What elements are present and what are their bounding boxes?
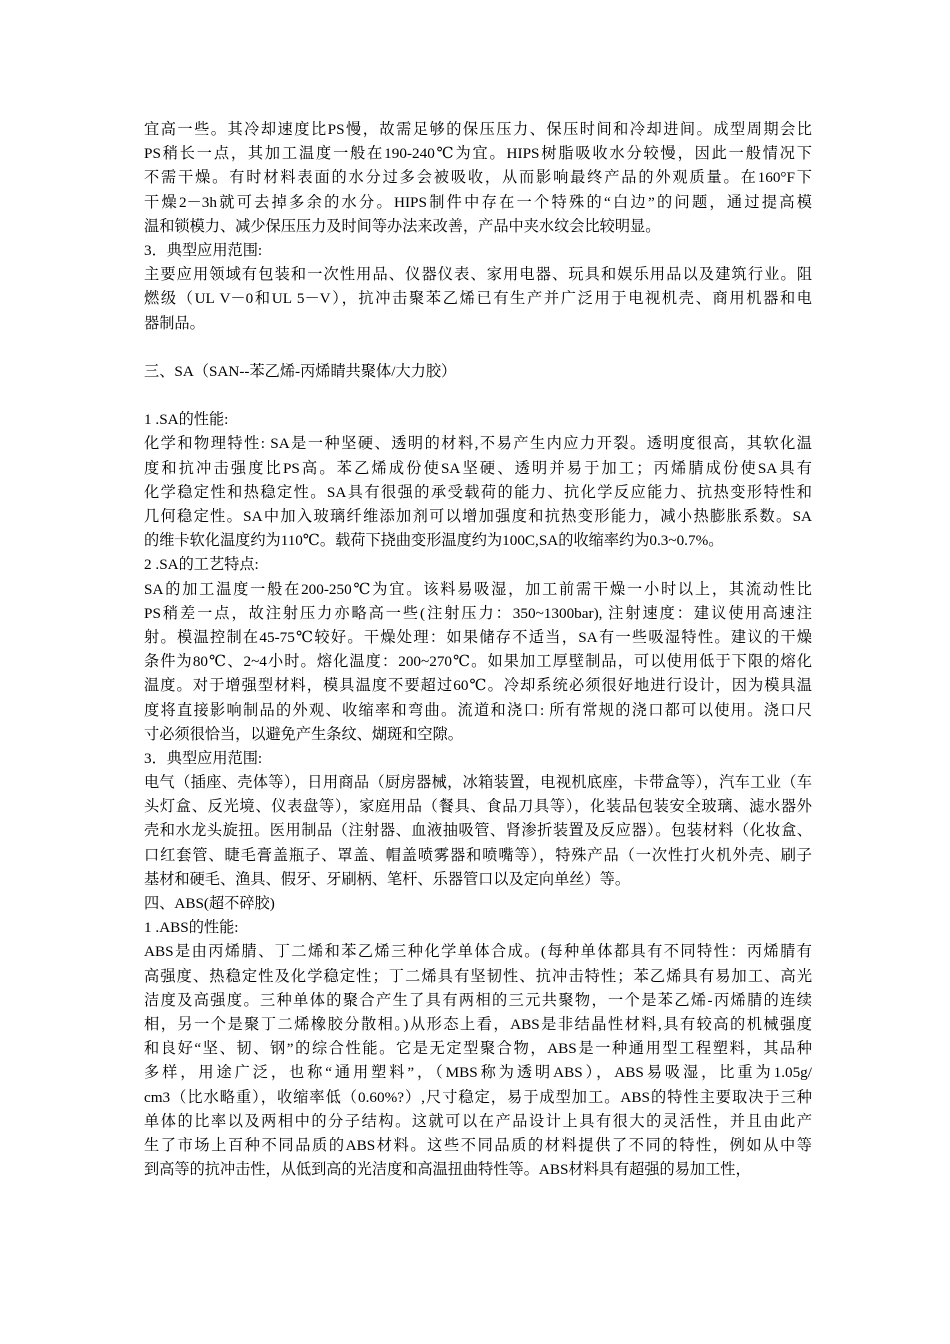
text-line: 多样，用途广泛，也称“通用塑料”，（MBS称为透明ABS），ABS易吸湿，比重为1.05g/: [144, 1064, 812, 1082]
text-line: 3．典型应用范围:: [144, 749, 263, 767]
paragraph: [144, 239, 812, 263]
text-line: 射。模温控制在45-75℃较好。干燥处理：如果储存不适当，SA有一些吸湿特性。建议的干燥: [144, 628, 812, 646]
text-line: 温和锁模力、减少保压压力及时间等办法来改善，产品中夹水纹会比较明显。: [144, 217, 661, 235]
text-line: 化学稳定性和热稳定性。SA具有很强的承受载荷的能力、抗化学反应能力、抗热变形特性和: [144, 483, 812, 501]
text-line: 几何稳定性。SA中加入玻璃纤维添加剂可以增加强度和抗热变形能力，减小热膨胀系数。SA: [144, 508, 812, 525]
paragraph: [144, 432, 812, 553]
paragraph: [144, 892, 812, 916]
text-line: cm3（比水略重），收缩率低（0.60%?）,尺寸稳定，易于成型加工。ABS的特性主要取决于三种: [144, 1088, 812, 1106]
text-line: PS稍差一点，故注射压力亦略高一些(注射压力：350~1300bar), 注射速度：建议使用高速注: [144, 604, 812, 622]
text-line: 相，另一个是聚丁二烯橡胶分散相。)从形态上看，ABS是非结晶性材料,具有较高的机械强度: [144, 1015, 812, 1033]
text-line: 干燥2－3h就可去掉多余的水分。HIPS制件中存在一个特殊的“白边”的问题，通过提高模: [144, 193, 812, 211]
text-line: 单体的比率以及两相中的分子结构。这就可以在产品设计上具有很大的灵活性，并且由此产: [144, 1112, 812, 1130]
paragraph: [144, 553, 812, 577]
text-line: 电气（插座、壳体等），日用商品（厨房器械，冰箱装置，电视机底座，卡带盒等），汽车工业（车: [144, 774, 812, 792]
text-line: 头灯盒、反光境、仪表盘等），家庭用品（餐具、食品刀具等），化装品包装安全玻璃、滤水器外: [144, 798, 812, 816]
document-page: [144, 118, 812, 1182]
text-line: 壳和水龙头旋扭。医用制品（注射器、血液抽吸管、肾渗折装置及反应器）。包装材料（化妆盒、: [144, 822, 812, 840]
text-line: 1 .SA的性能:: [144, 411, 229, 429]
text-line: 基材和硬毛、渔具、假牙、牙刷柄、笔杆、乐器管口以及定向单丝）等。: [144, 870, 630, 888]
text-line: 三、SA（SAN--苯乙烯-丙烯睛共聚体/大力胶）: [144, 362, 457, 380]
paragraph: [144, 771, 812, 892]
text-line: 1 .ABS的性能:: [144, 919, 239, 937]
text-line: 寸必须很恰当，以避免产生条纹、煳斑和空隙。: [144, 725, 463, 743]
paragraph: [144, 118, 812, 239]
text-line: SA的加工温度一般在200-250℃为宜。该料易吸湿，加工前需干燥一小时以上，其流动性比: [144, 580, 812, 598]
text-line: 高强度、热稳定性及化学稳定性；丁二烯具有坚韧性、抗冲击特性；苯乙烯具有易加工、高光: [144, 967, 812, 985]
text-line: 生了市场上百种不同品质的ABS材料。这些不同品质的材料提供了不同的特性，例如从中等: [144, 1136, 812, 1154]
text-line: 主要应用领域有包装和一次性用品、仪器仪表、家用电器、玩具和娱乐用品以及建筑行业。阻: [144, 266, 812, 284]
paragraph: [144, 263, 812, 336]
blank-line: [144, 384, 812, 408]
paragraph: [144, 408, 812, 432]
text-line: 3．典型应用范围:: [144, 241, 263, 259]
text-line: ABS是由丙烯腈、丁二烯和苯乙烯三种化学单体合成。(每种单体都具有不同特性：丙烯腈有: [144, 943, 812, 961]
paragraph: [144, 360, 812, 384]
text-line: 到高等的抗冲击性，从低到高的光洁度和高温扭曲特性等。ABS材料具有超强的易加工性，: [144, 1161, 751, 1179]
text-line: 化学和物理特性: SA是一种坚硬、透明的材料,不易产生内应力开裂。透明度很高，其软化温: [144, 435, 812, 453]
text-line: 和良好“坚、韧、钢”的综合性能。它是无定型聚合物，ABS是一种通用型工程塑料，其品种: [144, 1040, 812, 1058]
paragraph: [144, 916, 812, 940]
text-line: 度将直接影响制品的外观、收缩率和弯曲。流道和浇口: 所有常规的浇口都可以使用。浇口尺: [144, 701, 812, 719]
paragraph: [144, 747, 812, 771]
text-line: 燃级（UL V－0和UL 5－V），抗冲击聚苯乙烯已有生产并广泛用于电视机壳、商用机器和电: [144, 290, 812, 308]
text-line: 口红套管、睫毛膏盖瓶子、罩盖、帽盖喷雾器和喷嘴等），特殊产品（一次性打火机外壳、刷子: [144, 846, 812, 864]
paragraph: [144, 578, 812, 747]
paragraph: [144, 940, 812, 1182]
text-line: 洁度及高强度。三种单体的聚合产生了具有两相的三元共聚物，一个是苯乙烯-丙烯腈的连续: [144, 991, 812, 1009]
text-line: 器制品。: [144, 314, 205, 332]
text-line: 条件为80℃、2~4小时。熔化温度：200~270℃。如果加工厚壁制品，可以使用低于下限的熔化: [144, 653, 812, 671]
text-line: 四、ABS(超不碎胶): [144, 895, 275, 912]
text-line: 度和抗冲击强度比PS高。苯乙烯成份使SA坚硬、透明并易于加工；丙烯腈成份使SA具有: [144, 459, 812, 477]
blank-line: [144, 336, 812, 360]
text-line: 的维卡软化温度约为110℃。载荷下挠曲变形温度约为100C,SA的收缩率约为0.3~0.7%。: [144, 532, 724, 550]
text-line: 不需干燥。有时材料表面的水分过多会被吸收，从而影响最终产品的外观质量。在160°F下: [144, 169, 812, 187]
text-line: PS稍长一点，其加工温度一般在190-240℃为宜。HIPS树脂吸收水分较慢，因此一般情况下: [144, 145, 812, 163]
text-line: 宜高一些。其冷却速度比PS慢，故需足够的保压压力、保压时间和冷却进间。成型周期会比: [144, 121, 812, 138]
text-line: 温度。对于增强型材料，模具温度不要超过60℃。冷却系统必须很好地进行设计，因为模具温: [144, 677, 812, 695]
text-line: 2 .SA的工艺特点:: [144, 556, 259, 574]
